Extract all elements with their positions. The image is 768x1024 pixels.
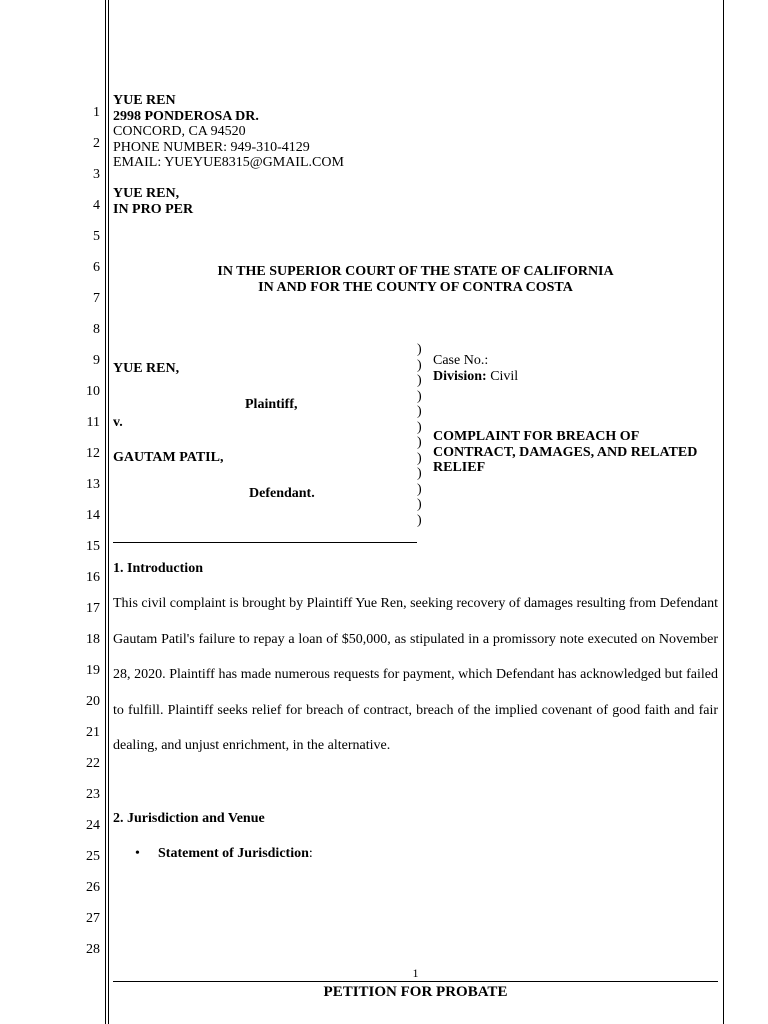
line-number: 26 — [86, 880, 100, 895]
caption-plaintiff-name: YUE REN, — [113, 361, 180, 376]
line-number: 14 — [86, 508, 100, 523]
section-heading-introduction: 1. Introduction — [113, 561, 203, 576]
line-number: 3 — [93, 167, 100, 182]
line-number: 13 — [86, 477, 100, 492]
line-number: 9 — [93, 353, 100, 368]
caption-divider — [113, 542, 417, 543]
line-number: 5 — [93, 229, 100, 244]
right-margin-rule — [723, 0, 724, 1024]
introduction-paragraph: This civil complaint is brought by Plaintiff Yue Ren, seeking recovery of damages resulting from Defendant Gautam Patil's failure to repay a loan of $50,000, as stipulated in a promissory note executed on November 28, 2020. Plaintiff has made numerous requests for payment, which Defendant has acknowledged but failed to fulfill. Plaintiff seeks relief for breach of contract, breach of the implied covenant of good faith and fair dealing, and unjust enrichment, in the alternative. — [113, 596, 718, 754]
line-number: 23 — [86, 787, 100, 802]
court-title-line1: IN THE SUPERIOR COURT OF THE STATE OF CALIFORNIA — [217, 264, 614, 279]
filer-address-line1: 2998 PONDEROSA DR. — [113, 108, 259, 124]
left-margin-rule-outer — [105, 0, 106, 1024]
filer-name: YUE REN — [113, 93, 176, 108]
line-number: 6 — [93, 260, 100, 275]
line-number: 28 — [86, 942, 100, 957]
line-number: 15 — [86, 539, 100, 554]
section-heading-jurisdiction: 2. Jurisdiction and Venue — [113, 811, 265, 826]
line-number: 1 — [93, 105, 100, 120]
line-number: 12 — [86, 446, 100, 461]
line-number: 2 — [93, 136, 100, 151]
filer-address-line2: CONCORD, CA 94520 — [113, 124, 246, 139]
line-number: 21 — [86, 725, 100, 740]
line-number: 22 — [86, 756, 100, 771]
footer-rule — [113, 981, 718, 982]
filer-email: EMAIL: YUEYUE8315@GMAIL.COM — [113, 155, 344, 170]
line-number: 10 — [86, 384, 100, 399]
footer-page-number: 1 — [412, 966, 419, 980]
line-number: 19 — [86, 663, 100, 678]
line-number: 20 — [86, 694, 100, 709]
line-number: 24 — [86, 818, 100, 833]
bullet-colon: : — [308, 846, 313, 861]
line-number: 27 — [86, 911, 100, 926]
footer-title: PETITION FOR PROBATE — [323, 984, 508, 1000]
caption-defendant-label: Defendant. — [249, 486, 315, 501]
division-label: Division: — [433, 368, 487, 384]
caption-versus: v. — [113, 415, 123, 430]
filer-pro-per: IN PRO PER — [113, 201, 194, 217]
line-number: 11 — [86, 415, 100, 430]
filer-phone: PHONE NUMBER: 949-310-4129 — [113, 139, 310, 155]
left-margin-rule-inner — [108, 0, 109, 1024]
complaint-title-line2: CONTRACT, DAMAGES, AND RELATED — [433, 444, 698, 460]
caption-plaintiff-label: Plaintiff, — [245, 397, 298, 412]
line-number: 18 — [86, 632, 100, 647]
complaint-title-line1: COMPLAINT FOR BREACH OF — [433, 429, 640, 444]
bullet-icon: • — [135, 846, 140, 861]
line-number: 17 — [86, 601, 100, 616]
line-number: 25 — [86, 849, 100, 864]
caption-defendant-name: GAUTAM PATIL, — [113, 450, 224, 465]
filer-party: YUE REN, — [113, 186, 180, 201]
bullet-list-item — [135, 846, 313, 862]
bullet-label: Statement of Jurisdiction — [158, 846, 309, 861]
case-number-label: Case No.: — [433, 353, 489, 368]
complaint-title-line3: RELIEF — [433, 460, 486, 475]
division-row — [433, 369, 518, 385]
division-value: Civil — [490, 368, 519, 384]
line-number: 16 — [86, 570, 100, 585]
court-title-line2: IN AND FOR THE COUNTY OF CONTRA COSTA — [258, 279, 573, 295]
line-number: 8 — [93, 322, 100, 337]
line-number: 4 — [93, 198, 100, 213]
line-number: 7 — [93, 291, 100, 306]
